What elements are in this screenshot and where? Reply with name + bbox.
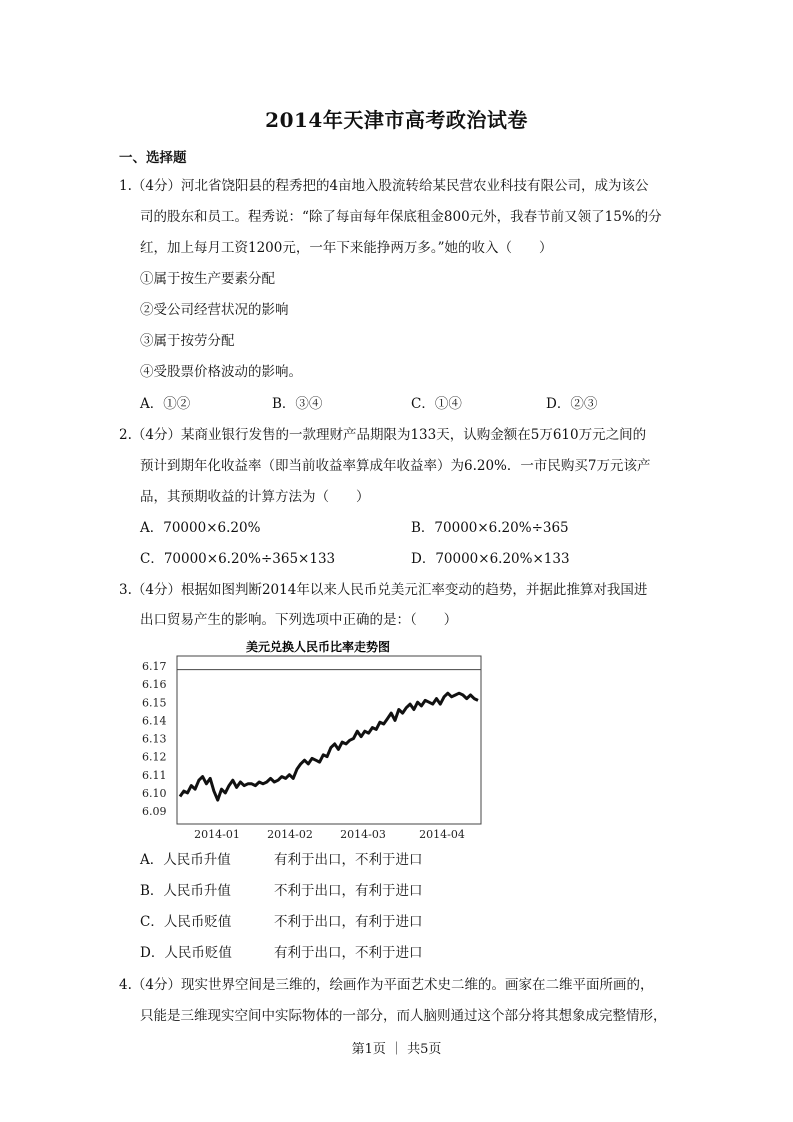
q1-item-3: ③属于按劳分配: [140, 333, 235, 349]
q4-line-2: 只能是三维现实空间中实际物体的一部分，而人脑则通过这个部分将其想象成完整情形，: [140, 1008, 667, 1024]
q3-option-d[interactable]: [140, 943, 232, 963]
q1-option-b[interactable]: B．③④: [272, 396, 323, 412]
q3-option-c[interactable]: [140, 912, 231, 932]
q3-line-2: 出口贸易产生的影响。下列选项中正确的是：（ ）: [140, 612, 458, 628]
x-tick-label: 2014-03: [340, 828, 386, 841]
q3-option-b[interactable]: [140, 881, 231, 901]
plot-frame: [177, 656, 481, 824]
q1-line-3: 红，加上每月工资1200元，一年下来能挣两万多。”她的收入（ ）: [140, 240, 553, 256]
y-tick-label: 6.16: [142, 678, 167, 692]
q2-line-3: 品，其预期收益的计算方法为（ ）: [140, 489, 370, 505]
q2-line-2: 预计到期年化收益率（即当前收益率算成年收益率）为6.20%．一市民购买7万元该产: [140, 458, 651, 474]
q3-option-b-effect: 不利于出口，有利于进口: [274, 883, 423, 899]
q1-option-a[interactable]: A．①②: [140, 396, 191, 412]
q3-option-d-effect: 有利于出口，不利于进口: [274, 945, 423, 961]
q2-option-a[interactable]: A．70000×6.20%: [140, 520, 261, 536]
x-tick-label: 2014-01: [194, 828, 240, 841]
y-tick-label: 6.11: [142, 768, 167, 782]
q2-option-d[interactable]: D．70000×6.20%×133: [411, 551, 570, 567]
q1-line-1: 1.（4分）河北省饶阳县的程秀把的4亩地入股流转给某民营农业科技有限公司，成为该公: [119, 178, 649, 194]
q3-option-a-effect: 有利于出口，不利于进口: [274, 852, 423, 868]
y-tick-label: 6.12: [142, 750, 167, 764]
q2-option-b[interactable]: B．70000×6.20%÷365: [411, 520, 569, 536]
y-tick-label: 6.17: [142, 660, 167, 673]
q3-option-c-label: C．人民币贬值: [140, 914, 232, 930]
page-footer: 第1页 ｜ 共5页: [351, 1042, 442, 1057]
page-title: 2014年天津市高考政治试卷: [265, 108, 528, 132]
q3-line-1: 3.（4分）根据如图判断2014年以来人民币兑美元汇率变动的趋势，并据此推算对我国进: [119, 582, 648, 598]
exchange-rate-chart: [140, 636, 486, 846]
q3-option-a[interactable]: [140, 850, 231, 870]
q1-option-d[interactable]: D．②③: [546, 396, 598, 412]
q3-option-c-effect: 不利于出口，有利于进口: [274, 914, 423, 930]
q1-line-2: 司的股东和员工。程秀说：“除了每亩每年保底租金800元外，我春节前又领了15%的分: [140, 209, 662, 225]
q2-option-c[interactable]: C．70000×6.20%÷365×133: [140, 551, 336, 567]
q3-option-a-label: A．人民币升值: [140, 852, 231, 868]
chart-title: 美元兑换人民币比率走势图: [245, 640, 391, 654]
q1-item-1: ①属于按生产要素分配: [140, 271, 275, 287]
q1-item-4: ④受股票价格波动的影响。: [140, 364, 302, 380]
section-heading: 一、选择题: [119, 150, 187, 166]
x-tick-label: 2014-04: [419, 828, 465, 841]
y-tick-labels: [142, 660, 167, 818]
y-tick-label: 6.09: [142, 805, 167, 818]
y-tick-label: 6.14: [142, 714, 167, 728]
y-tick-label: 6.13: [142, 732, 167, 746]
series-line: [180, 693, 478, 800]
x-tick-label: 2014-02: [267, 828, 313, 841]
q3-option-d-label: D．人民币贬值: [140, 945, 232, 961]
q1-option-c[interactable]: C．①④: [411, 396, 462, 412]
q2-line-1: 2.（4分）某商业银行发售的一款理财产品期限为133天，认购金额在5万610万元之间的: [119, 427, 647, 443]
q3-option-b-label: B．人民币升值: [140, 883, 231, 899]
q4-line-1: 4.（4分）现实世界空间是三维的，绘画作为平面艺术史二维的。画家在二维平面所画的，: [119, 977, 654, 993]
q1-item-2: ②受公司经营状况的影响: [140, 302, 289, 318]
y-tick-label: 6.15: [142, 696, 167, 710]
x-tick-labels: [194, 828, 465, 841]
y-tick-label: 6.10: [142, 786, 167, 800]
